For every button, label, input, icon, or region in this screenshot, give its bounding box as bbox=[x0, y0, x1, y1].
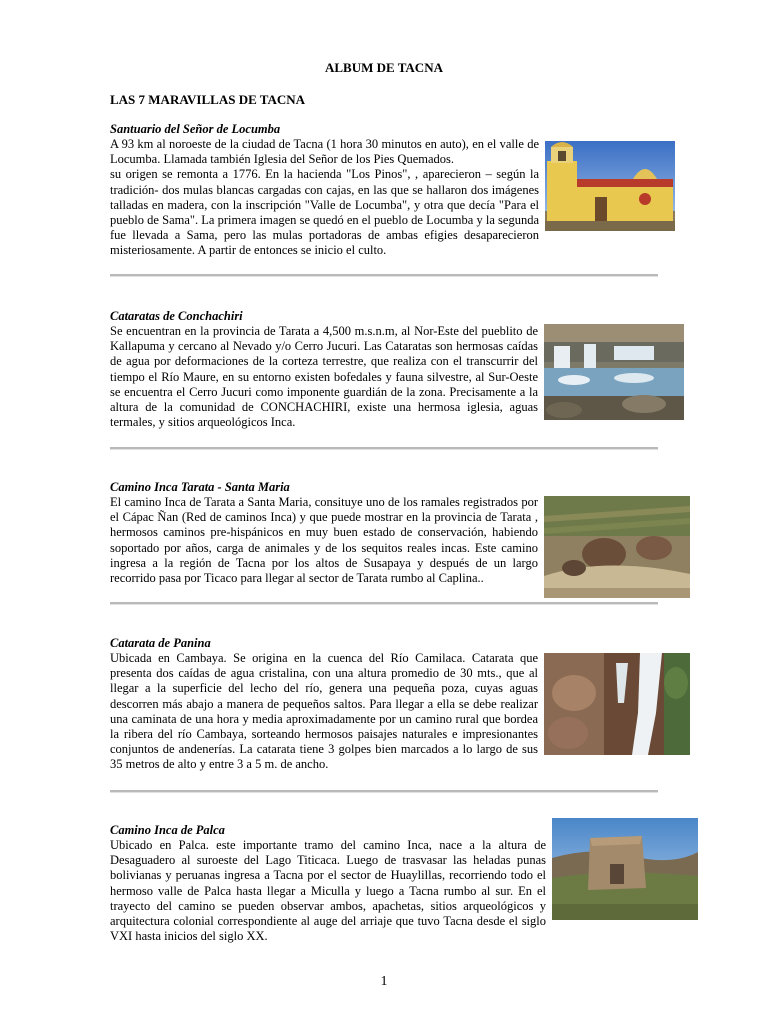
section-cataratas-conchachiri bbox=[110, 309, 658, 430]
section-divider bbox=[110, 447, 658, 450]
section-catarata-panina bbox=[110, 636, 658, 773]
section-divider bbox=[110, 602, 658, 605]
section-paragraph: Ubicada en Cambaya. Se origina en la cuenca del Río Camilaca. Catarata que presenta dos caídas de agua cristalina, con una altura promedio de 30 mts., que al llegar a la superficie del lecho del río, genera una pequeña poza, cuyas aguas descorren más abajo a manera de pequeños saltos. Para llegar a ella se debe realizar una caminata de una hora y media aproximadamente por un camino rural que bordea la ribera del río Cambaya, sorteando hermosos paisajes naturales e impresionantes conjuntos de andenerías. La catarata tiene 3 golpes bien marcados a lo largo de sus 35 metros de alto y entre 3 a 5 m. de ancho. bbox=[110, 651, 538, 772]
stone-ruin-photo bbox=[552, 818, 698, 920]
section-heading: Santuario del Señor de Locumba bbox=[110, 122, 281, 136]
section-paragraph: A 93 km al noroeste de la ciudad de Tacna (1 hora 30 minutos en auto), en el valle de Locumba. Llamada también Iglesia del Señor de los Pies Quemados. bbox=[110, 137, 539, 167]
section-divider bbox=[110, 274, 658, 277]
document-subtitle: LAS 7 MARAVILLAS DE TACNA bbox=[110, 92, 306, 107]
church-photo bbox=[545, 141, 675, 231]
section-paragraph: Se encuentran en la provincia de Tarata a 4,500 m.s.n.m, al Nor-Este del pueblito de Kallapuma y cercano al Nevado y/o Cerro Jucuri. Las Cataratas son hermosas caídas de agua por deformaciones de la corteza terrestre, que realiza con el transcurrir del tiempo el Río Maure, en su entorno existen bofedales y fauna silvestre, al Sur-Oeste se encuentra el Cerro Jucuri como imponente guardián de la zona. Precisamente a la altura de la comunidad de CONCHACHIRI, existe una hermosa iglesia, aguas termales, y sitios arqueológicos Inca. bbox=[110, 324, 538, 430]
section-heading: Catarata de Panina bbox=[110, 636, 211, 650]
section-heading: Camino Inca de Palca bbox=[110, 823, 225, 837]
section-paragraph: El camino Inca de Tarata a Santa Maria, consituye uno de los ramales registrados por el Cápac Ñan (Red de caminos Inca) y que puede mostrar en la provincia de Tarata , hermosos caminos pre-hispánicos en muy buen estado de conservación, habiendo soportado por años, carga de animales y de los sequitos reales incas. Este camino ingresa a la región de Tacna por los altos de Susapaya y después de un largo recorrido pasa por Ticaco para llegar al sector de Tarata rumbo al Caplina.. bbox=[110, 495, 538, 586]
section-santuario-locumba bbox=[110, 122, 658, 259]
section-paragraph: Ubicado en Palca. este importante tramo del camino Inca, nace a la altura de Desaguadero al suroeste del Lago Titicaca. Luego de trasvasar las heladas punas bolivianas y peruanas ingresa a Tacna por el sector de Huaylillas, recorriendo todo el hermoso valle de Palca hasta llegar a Miculla y luego a Tacna rumbo al sur. En el trayecto del camino se pueden observar ambos, apachetas, sitios arqueológicos y arquitectura colonial correspondiente al auge del arriaje que tuvo Tacna desde el siglo VXI hasta inicios del siglo XX. bbox=[110, 838, 546, 944]
waterfall-photo bbox=[544, 324, 684, 420]
section-paragraph: su origen se remonta a 1776. En la hacienda "Los Pinos", , aparecieron – según la tradición- dos mulas blancas cargadas con cajas, en las que se hallaron dos imágenes talladas en madera, con la inscripción "Valle de Locumba", y otra que decía "Para el pueblo de Sama". La primera imagen se quedó en el pueblo de Locumba y la segunda fue llevada a Sama, pero las mulas portadoras de ambas efigies desaparecieron misteriosamente. A partir de entonces se inicio el culto. bbox=[110, 167, 539, 258]
page-number: 1 bbox=[380, 974, 388, 989]
section-heading: Camino Inca Tarata - Santa Maria bbox=[110, 480, 290, 494]
section-heading: Cataratas de Conchachiri bbox=[110, 309, 243, 323]
section-camino-inca-tarata bbox=[110, 480, 658, 598]
section-divider bbox=[110, 790, 658, 793]
section-camino-inca-palca bbox=[110, 823, 658, 944]
panina-waterfall-photo bbox=[544, 653, 690, 755]
inca-trail-photo bbox=[544, 496, 690, 598]
document-title: ALBUM DE TACNA bbox=[325, 60, 443, 75]
